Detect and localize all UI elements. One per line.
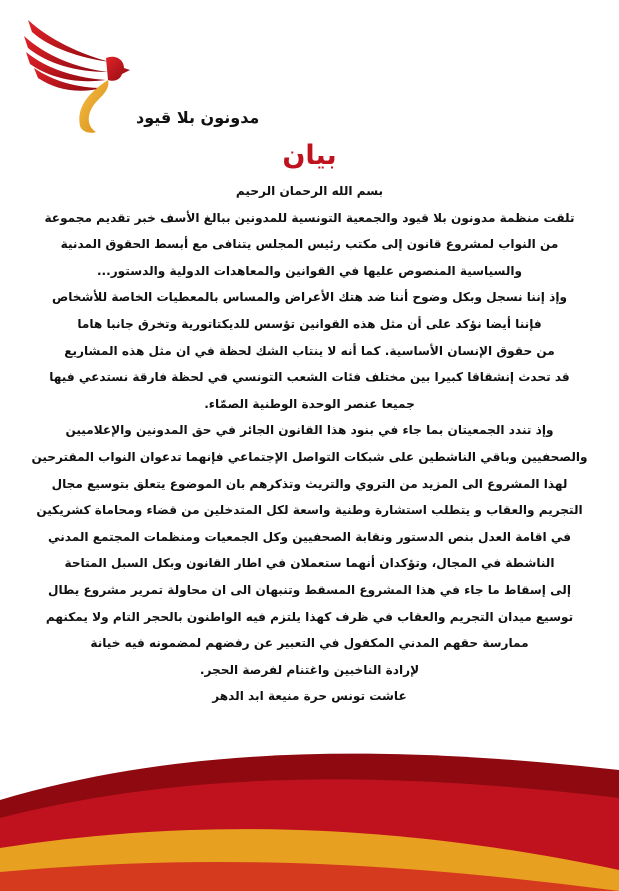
paragraph-line: فإننا أيضا نؤكد على أن مثل هذه القوانين تؤسس للديكتاتورية وتخرق جانبا هاما bbox=[77, 316, 542, 331]
footer-band-orange bbox=[0, 862, 619, 891]
footer-band-gold bbox=[0, 829, 619, 891]
paragraph-line: الناشطة في المجال، وتؤكدان أنهما ستعملان في اطار القانون وبكل السبل المتاحة bbox=[64, 556, 555, 571]
footer-band-red bbox=[0, 779, 619, 891]
paragraph-line: إلى إسقاط ما جاء في هذا المشروع المسقط وتنبهان الى ان محاولة تمرير مشروع يطال bbox=[47, 582, 571, 597]
paragraph-line: قد تحدث إنشقاقا كبيرا بين مختلف فئات الشعب التونسي في لحظة فارقة نستدعي فيها bbox=[49, 370, 570, 385]
paragraph-line: والصحفيين وباقي الناشطين على شبكات التواصل الإجتماعي فإنهما تدعوان النواب المقترحين bbox=[31, 449, 588, 464]
paragraph-line: التجريم والعقاب و يتطلب استشارة وطنية واسعة لكل المتدخلين من قضاء ومحاماة كشريكين bbox=[36, 503, 583, 518]
paragraph-line: تلقت منظمة مدونون بلا قيود والجمعية التونسية للمدونين ببالغ الأسف خبر تقديم مجموعة bbox=[44, 210, 575, 225]
phoenix-logo-icon bbox=[20, 14, 130, 134]
basmala-line: بسم الله الرحمان الرحيم bbox=[235, 184, 384, 198]
statement-body bbox=[14, 178, 605, 710]
page-title: بيان bbox=[282, 140, 337, 171]
paragraph-line: جميعا عنصر الوحدة الوطنية الصمّاء. bbox=[204, 396, 415, 411]
org-name: مدونون بلا قيود bbox=[136, 108, 260, 127]
paragraph-line: لهذا المشروع الى المزيد من التروي والتريث وتذكرهم بان الموضوع يتعلق بتوسيع مجال bbox=[51, 476, 568, 491]
paragraph-line: وإذ تندد الجمعيتان بما جاء في بنود هذا القانون الجائر في حق المدونين والإعلاميين bbox=[65, 423, 554, 438]
paragraph-line: من النواب لمشروع قانون إلى مكتب رئيس المجلس يتنافى مع أبسط الحقوق المدنية bbox=[60, 237, 559, 252]
paragraph-line: ممارسة حقهم المدني المكفول في التعبير عن رفضهم لمضمونه فيه خيانة bbox=[90, 636, 529, 651]
paragraph-line: توسيع ميدان التجريم والعقاب في ظرف كهذا يلتزم فيه الواطنون بالحجر التام ولا يمكنهم bbox=[45, 609, 574, 624]
paragraph-line: لإرادة الناخبين واغتنام لفرصة الحجر. bbox=[199, 662, 420, 677]
paragraph-line: والسياسية المنصوص عليها في القوانين والمعاهدات الدولية والدستور... bbox=[96, 263, 523, 278]
closing-line: عاشت تونس حرة منيعة ابد الدهر bbox=[212, 689, 407, 704]
paragraph-line: وإذ إننا نسجل وبكل وضوح أننا ضد هتك الأعراض والمساس بالمعطيات الخاصة للأشخاص bbox=[52, 290, 567, 305]
paragraph-line: في اقامة العدل بنص الدستور ونقابة الصحفيين وكل الجمعيات ومنظمات المجتمع المدني bbox=[47, 529, 572, 544]
footer-band-dark bbox=[0, 754, 619, 891]
paragraph-line: من حقوق الإنسان الأساسية. كما أنه لا ينتاب الشك لحظة في ان مثل هذه المشاريع bbox=[64, 343, 555, 358]
